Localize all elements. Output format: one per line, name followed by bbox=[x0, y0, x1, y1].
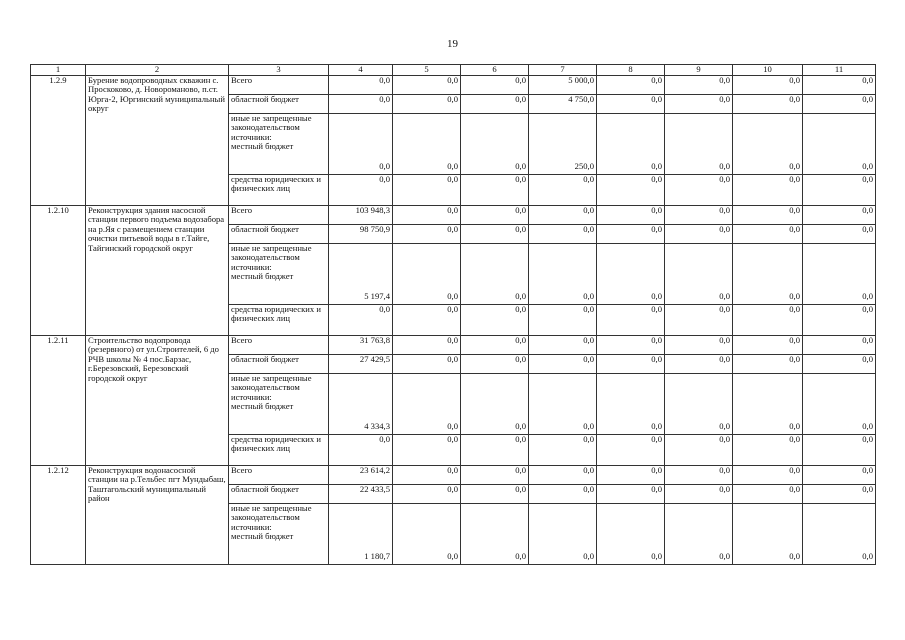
value-cell: 0,0 bbox=[393, 304, 461, 335]
value-cell: 0,0 bbox=[529, 243, 597, 304]
value-cell: 0,0 bbox=[803, 243, 876, 304]
value-cell: 0,0 bbox=[329, 434, 393, 465]
source-label-other: иные не запрещенные законодательством источники: bbox=[231, 113, 312, 142]
value-cell: 0,0 bbox=[665, 94, 733, 113]
table-row-total bbox=[31, 335, 876, 354]
value-cell: 0,0 bbox=[529, 304, 597, 335]
source-label: Всего bbox=[229, 75, 329, 94]
value-cell: 0,0 bbox=[665, 243, 733, 304]
column-number: 10 bbox=[733, 65, 803, 76]
value-cell: 0,0 bbox=[733, 174, 803, 205]
source-label: Всего bbox=[229, 205, 329, 224]
value-cell: 0,0 bbox=[461, 373, 529, 434]
source-label: Всего bbox=[229, 465, 329, 484]
value-cell: 0,0 bbox=[665, 304, 733, 335]
value-cell: 0,0 bbox=[393, 335, 461, 354]
value-cell: 0,0 bbox=[393, 434, 461, 465]
value-cell: 0,0 bbox=[597, 174, 665, 205]
value-cell: 0,0 bbox=[733, 354, 803, 373]
value-cell: 0,0 bbox=[665, 113, 733, 174]
value-cell: 0,0 bbox=[665, 503, 733, 564]
value-cell: 0,0 bbox=[529, 205, 597, 224]
value-cell: 22 433,5 bbox=[329, 484, 393, 503]
value-cell: 0,0 bbox=[597, 224, 665, 243]
value-cell: 0,0 bbox=[461, 224, 529, 243]
value-cell: 0,0 bbox=[665, 484, 733, 503]
source-label-other: иные не запрещенные законодательством источники: bbox=[231, 373, 312, 402]
value-cell: 0,0 bbox=[393, 243, 461, 304]
source-label: областной бюджет bbox=[229, 224, 329, 243]
value-cell: 0,0 bbox=[803, 373, 876, 434]
value-cell: 0,0 bbox=[393, 373, 461, 434]
source-label: средства юридических и физических лиц bbox=[229, 174, 329, 205]
value-cell: 0,0 bbox=[597, 75, 665, 94]
item-name: Строительство водопровода (резервного) от ул.Строителей, 6 до РЧВ школы № 4 пос.Барзас, г.Березовский, Березовский городской округ bbox=[86, 335, 229, 465]
source-label: областной бюджет bbox=[229, 354, 329, 373]
column-number: 9 bbox=[665, 65, 733, 76]
value-cell: 0,0 bbox=[733, 335, 803, 354]
value-cell: 0,0 bbox=[393, 113, 461, 174]
source-label bbox=[229, 503, 329, 564]
column-number-row bbox=[31, 65, 876, 76]
source-label-other: иные не запрещенные законодательством источники: bbox=[231, 503, 312, 532]
value-cell: 0,0 bbox=[461, 113, 529, 174]
column-number: 7 bbox=[529, 65, 597, 76]
value-cell: 0,0 bbox=[597, 434, 665, 465]
source-label: областной бюджет bbox=[229, 484, 329, 503]
value-cell: 0,0 bbox=[803, 174, 876, 205]
table-row-total bbox=[31, 205, 876, 224]
value-cell: 0,0 bbox=[461, 243, 529, 304]
source-label-other: иные не запрещенные законодательством источники: bbox=[231, 243, 312, 272]
value-cell: 0,0 bbox=[803, 354, 876, 373]
value-cell: 0,0 bbox=[733, 205, 803, 224]
value-cell: 0,0 bbox=[461, 174, 529, 205]
column-number: 1 bbox=[31, 65, 86, 76]
value-cell: 0,0 bbox=[803, 113, 876, 174]
value-cell: 0,0 bbox=[733, 434, 803, 465]
column-number: 5 bbox=[393, 65, 461, 76]
value-cell: 0,0 bbox=[665, 174, 733, 205]
value-cell: 23 614,2 bbox=[329, 465, 393, 484]
value-cell: 0,0 bbox=[665, 224, 733, 243]
value-cell: 0,0 bbox=[665, 373, 733, 434]
value-cell: 0,0 bbox=[665, 75, 733, 94]
value-cell: 0,0 bbox=[597, 484, 665, 503]
value-cell: 0,0 bbox=[597, 113, 665, 174]
value-cell: 0,0 bbox=[733, 243, 803, 304]
value-cell: 0,0 bbox=[461, 434, 529, 465]
value-cell: 0,0 bbox=[461, 335, 529, 354]
value-cell: 0,0 bbox=[733, 75, 803, 94]
table-row-total bbox=[31, 465, 876, 484]
value-cell: 27 429,5 bbox=[329, 354, 393, 373]
item-code: 1.2.9 bbox=[31, 75, 86, 205]
source-label bbox=[229, 113, 329, 174]
value-cell: 0,0 bbox=[597, 465, 665, 484]
value-cell: 0,0 bbox=[461, 484, 529, 503]
value-cell: 0,0 bbox=[329, 113, 393, 174]
source-label: Всего bbox=[229, 335, 329, 354]
value-cell: 0,0 bbox=[329, 304, 393, 335]
value-cell: 0,0 bbox=[803, 434, 876, 465]
value-cell: 0,0 bbox=[803, 304, 876, 335]
column-number: 4 bbox=[329, 65, 393, 76]
value-cell: 31 763,8 bbox=[329, 335, 393, 354]
value-cell: 0,0 bbox=[803, 94, 876, 113]
value-cell: 0,0 bbox=[665, 354, 733, 373]
value-cell: 0,0 bbox=[803, 503, 876, 564]
source-label-local: местный бюджет bbox=[231, 531, 294, 542]
value-cell: 0,0 bbox=[597, 304, 665, 335]
value-cell: 4 750,0 bbox=[529, 94, 597, 113]
value-cell: 0,0 bbox=[597, 354, 665, 373]
column-number: 11 bbox=[803, 65, 876, 76]
page-number: 19 bbox=[447, 38, 458, 50]
value-cell: 98 750,9 bbox=[329, 224, 393, 243]
value-cell: 0,0 bbox=[461, 503, 529, 564]
item-code: 1.2.10 bbox=[31, 205, 86, 335]
value-cell: 0,0 bbox=[733, 465, 803, 484]
value-cell: 1 180,7 bbox=[329, 503, 393, 564]
value-cell: 250,0 bbox=[529, 113, 597, 174]
value-cell: 0,0 bbox=[461, 354, 529, 373]
item-code: 1.2.11 bbox=[31, 335, 86, 465]
value-cell: 0,0 bbox=[597, 335, 665, 354]
value-cell: 0,0 bbox=[733, 304, 803, 335]
value-cell: 4 334,3 bbox=[329, 373, 393, 434]
source-label-local: местный бюджет bbox=[231, 271, 294, 282]
value-cell: 0,0 bbox=[393, 224, 461, 243]
column-number: 8 bbox=[597, 65, 665, 76]
value-cell: 0,0 bbox=[733, 94, 803, 113]
value-cell: 0,0 bbox=[329, 75, 393, 94]
source-label-local: местный бюджет bbox=[231, 401, 294, 412]
value-cell: 0,0 bbox=[597, 503, 665, 564]
item-name: Бурение водопроводных скважин с. Проскоково, д. Новороманово, п.ст. Юрга-2, Юргинский муниципальный округ bbox=[86, 75, 229, 205]
value-cell: 0,0 bbox=[733, 503, 803, 564]
item-name: Реконструкция здания насосной станции первого подъема водозабора на р.Яя с размещением станции очистки питьевой воды в г.Тайге, Тайгинский городской округ bbox=[86, 205, 229, 335]
table-row-total bbox=[31, 75, 876, 94]
value-cell: 0,0 bbox=[733, 484, 803, 503]
column-number: 2 bbox=[86, 65, 229, 76]
item-code: 1.2.12 bbox=[31, 465, 86, 564]
value-cell: 0,0 bbox=[665, 205, 733, 224]
value-cell: 0,0 bbox=[461, 94, 529, 113]
value-cell: 0,0 bbox=[529, 354, 597, 373]
value-cell: 0,0 bbox=[393, 75, 461, 94]
value-cell: 0,0 bbox=[529, 484, 597, 503]
value-cell: 0,0 bbox=[803, 205, 876, 224]
value-cell: 0,0 bbox=[529, 224, 597, 243]
value-cell: 0,0 bbox=[597, 373, 665, 434]
value-cell: 0,0 bbox=[529, 373, 597, 434]
source-label: средства юридических и физических лиц bbox=[229, 434, 329, 465]
value-cell: 0,0 bbox=[393, 205, 461, 224]
value-cell: 0,0 bbox=[393, 484, 461, 503]
value-cell: 0,0 bbox=[329, 94, 393, 113]
source-label: средства юридических и физических лиц bbox=[229, 304, 329, 335]
value-cell: 0,0 bbox=[529, 434, 597, 465]
value-cell: 0,0 bbox=[803, 335, 876, 354]
value-cell: 0,0 bbox=[665, 335, 733, 354]
source-label bbox=[229, 243, 329, 304]
value-cell: 0,0 bbox=[803, 75, 876, 94]
value-cell: 0,0 bbox=[393, 354, 461, 373]
column-number: 6 bbox=[461, 65, 529, 76]
value-cell: 0,0 bbox=[393, 94, 461, 113]
value-cell: 5 000,0 bbox=[529, 75, 597, 94]
value-cell: 0,0 bbox=[597, 243, 665, 304]
value-cell: 0,0 bbox=[733, 113, 803, 174]
value-cell: 0,0 bbox=[393, 174, 461, 205]
source-label bbox=[229, 373, 329, 434]
value-cell: 0,0 bbox=[329, 174, 393, 205]
value-cell: 0,0 bbox=[733, 224, 803, 243]
item-name: Реконструкция водонасосной станции на р.Тельбес пгт Мундыбаш, Таштагольский муниципальный район bbox=[86, 465, 229, 564]
source-label-local: местный бюджет bbox=[231, 141, 294, 152]
value-cell: 0,0 bbox=[461, 205, 529, 224]
value-cell: 0,0 bbox=[597, 205, 665, 224]
value-cell: 0,0 bbox=[461, 75, 529, 94]
value-cell: 0,0 bbox=[529, 503, 597, 564]
value-cell: 0,0 bbox=[393, 503, 461, 564]
value-cell: 0,0 bbox=[529, 335, 597, 354]
value-cell: 0,0 bbox=[733, 373, 803, 434]
value-cell: 103 948,3 bbox=[329, 205, 393, 224]
value-cell: 0,0 bbox=[461, 304, 529, 335]
financing-table bbox=[30, 64, 876, 565]
value-cell: 0,0 bbox=[803, 484, 876, 503]
value-cell: 0,0 bbox=[529, 465, 597, 484]
value-cell: 0,0 bbox=[461, 465, 529, 484]
value-cell: 0,0 bbox=[665, 465, 733, 484]
value-cell: 5 197,4 bbox=[329, 243, 393, 304]
value-cell: 0,0 bbox=[529, 174, 597, 205]
value-cell: 0,0 bbox=[803, 224, 876, 243]
value-cell: 0,0 bbox=[665, 434, 733, 465]
value-cell: 0,0 bbox=[803, 465, 876, 484]
column-number: 3 bbox=[229, 65, 329, 76]
source-label: областной бюджет bbox=[229, 94, 329, 113]
value-cell: 0,0 bbox=[393, 465, 461, 484]
value-cell: 0,0 bbox=[597, 94, 665, 113]
